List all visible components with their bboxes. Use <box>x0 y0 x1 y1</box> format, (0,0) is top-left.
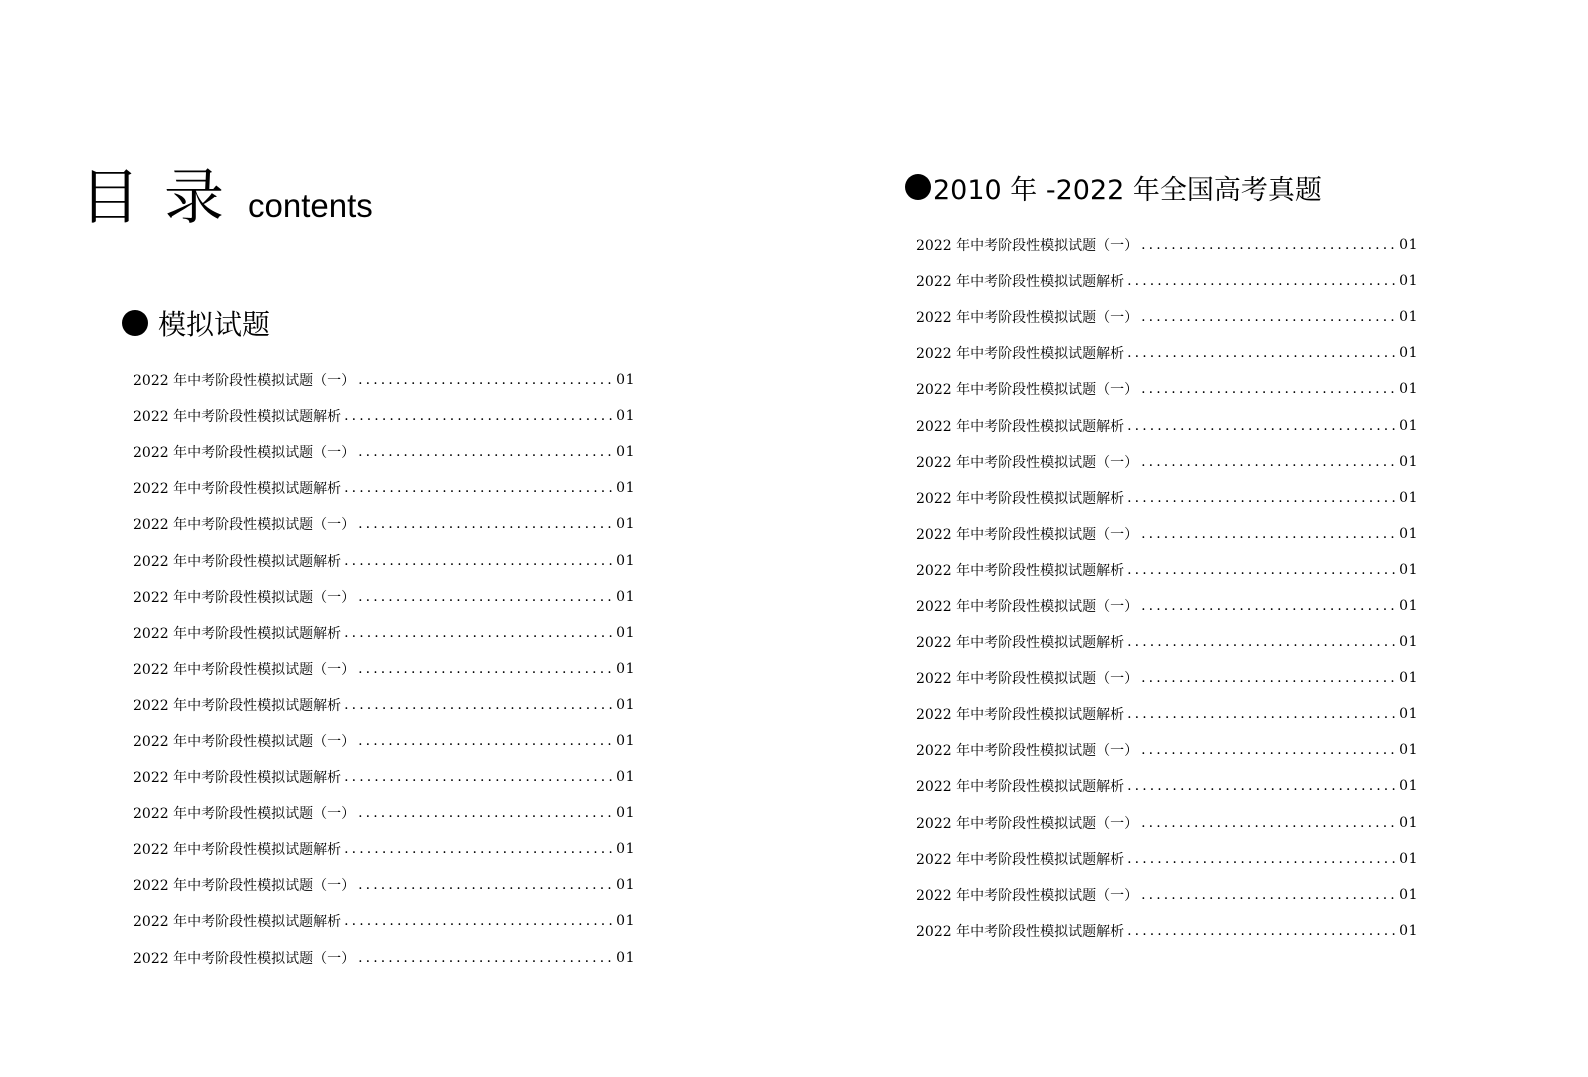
toc-entry-title: 2022 年中考阶段性模拟试题（一） <box>133 806 356 823</box>
toc-dot-leader <box>1141 887 1398 903</box>
toc-entry-page-number: 01 <box>616 552 635 569</box>
toc-dot-leader <box>1141 815 1398 831</box>
toc-entry[interactable] <box>133 795 635 831</box>
toc-entry[interactable] <box>916 263 1418 299</box>
toc-entry[interactable] <box>133 831 635 867</box>
toc-dot-leader <box>1127 634 1398 650</box>
toc-entry-title: 2022 年中考阶段性模拟试题（一） <box>133 878 356 895</box>
toc-entry-page-number: 01 <box>1399 850 1418 867</box>
toc-entry-title: 2022 年中考阶段性模拟试题（一） <box>133 589 356 606</box>
toc-entry-page-number: 01 <box>1399 453 1418 470</box>
toc-entry-page-number: 01 <box>616 877 635 894</box>
toc-entry-page-number: 01 <box>1399 597 1418 614</box>
toc-dot-leader <box>358 661 615 677</box>
toc-entry[interactable] <box>916 371 1418 407</box>
toc-dot-leader <box>358 733 615 749</box>
toc-entry[interactable] <box>133 579 635 615</box>
toc-entry[interactable] <box>133 723 635 759</box>
toc-entry-title: 2022 年中考阶段性模拟试题解析 <box>916 779 1125 796</box>
toc-entry[interactable] <box>916 841 1418 877</box>
section-heading-label: 2010 年 -2022 年全国高考真题 <box>933 174 1322 206</box>
toc-entry-title: 2022 年中考阶段性模拟试题解析 <box>916 923 1125 940</box>
toc-dot-leader <box>1127 490 1398 506</box>
toc-entry[interactable] <box>916 805 1418 841</box>
toc-dot-leader <box>344 913 615 929</box>
toc-dot-leader <box>1141 237 1398 253</box>
toc-entry-page-number: 01 <box>1399 237 1418 254</box>
toc-entry[interactable] <box>916 588 1418 624</box>
toc-entry-page-number: 01 <box>616 805 635 822</box>
toc-dot-leader <box>1127 706 1398 722</box>
toc-entry-page-number: 01 <box>1399 778 1418 795</box>
toc-entry[interactable] <box>133 615 635 651</box>
toc-entry-title: 2022 年中考阶段性模拟试题解析 <box>133 553 342 570</box>
toc-entry[interactable] <box>133 687 635 723</box>
toc-dot-leader <box>358 516 615 532</box>
toc-entry-page-number: 01 <box>616 408 635 425</box>
section-heading-gaokao-exams <box>905 170 1322 204</box>
toc-dot-leader <box>1127 273 1398 289</box>
bullet-dot-icon <box>122 310 148 336</box>
page-title <box>80 160 373 233</box>
toc-dot-leader <box>358 805 615 821</box>
toc-dot-leader <box>1141 526 1398 542</box>
toc-dot-leader <box>344 841 615 857</box>
toc-entry[interactable] <box>133 362 635 398</box>
toc-dot-leader <box>358 372 615 388</box>
toc-entry-title: 2022 年中考阶段性模拟试题（一） <box>916 815 1139 832</box>
toc-entry-page-number: 01 <box>616 444 635 461</box>
toc-entry[interactable] <box>916 913 1418 949</box>
toc-entry[interactable] <box>916 552 1418 588</box>
toc-dot-leader <box>1141 598 1398 614</box>
toc-entry[interactable] <box>916 516 1418 552</box>
toc-entry-page-number: 01 <box>1399 742 1418 759</box>
toc-entry-title: 2022 年中考阶段性模拟试题（一） <box>916 526 1139 543</box>
toc-entry-page-number: 01 <box>1399 345 1418 362</box>
toc-dot-leader <box>1127 923 1398 939</box>
section-heading-mock-exams <box>122 306 270 340</box>
toc-dot-leader <box>1141 670 1398 686</box>
toc-dot-leader <box>358 444 615 460</box>
toc-entry[interactable] <box>133 506 635 542</box>
toc-entry-title: 2022 年中考阶段性模拟试题（一） <box>916 310 1139 327</box>
toc-entry-page-number: 01 <box>1399 273 1418 290</box>
toc-entry-title: 2022 年中考阶段性模拟试题解析 <box>133 842 342 859</box>
toc-entry-page-number: 01 <box>616 480 635 497</box>
toc-entry[interactable] <box>916 444 1418 480</box>
toc-dot-leader <box>358 950 615 966</box>
toc-dot-leader <box>344 553 615 569</box>
toc-entry-title: 2022 年中考阶段性模拟试题解析 <box>133 914 342 931</box>
toc-entry-title: 2022 年中考阶段性模拟试题解析 <box>916 490 1125 507</box>
toc-entry-title: 2022 年中考阶段性模拟试题（一） <box>916 887 1139 904</box>
toc-dot-leader <box>344 697 615 713</box>
toc-dot-leader <box>1127 345 1398 361</box>
toc-entry-page-number: 01 <box>1399 309 1418 326</box>
page-title-english: contents <box>248 187 373 224</box>
toc-entry-title: 2022 年中考阶段性模拟试题解析 <box>133 697 342 714</box>
toc-entry-title: 2022 年中考阶段性模拟试题解析 <box>916 635 1125 652</box>
toc-entry-page-number: 01 <box>616 516 635 533</box>
toc-dot-leader <box>1127 851 1398 867</box>
toc-entry-page-number: 01 <box>616 696 635 713</box>
toc-entry-page-number: 01 <box>616 660 635 677</box>
toc-entry[interactable] <box>916 624 1418 660</box>
toc-entry-title: 2022 年中考阶段性模拟试题解析 <box>916 346 1125 363</box>
toc-entry-title: 2022 年中考阶段性模拟试题解析 <box>916 562 1125 579</box>
toc-dot-leader <box>1127 778 1398 794</box>
toc-entry-page-number: 01 <box>1399 634 1418 651</box>
toc-entry[interactable] <box>133 398 635 434</box>
toc-list-gaokao-exams <box>916 227 1418 949</box>
toc-entry-title: 2022 年中考阶段性模拟试题（一） <box>133 950 356 967</box>
toc-entry-page-number: 01 <box>1399 489 1418 506</box>
toc-entry[interactable] <box>916 407 1418 443</box>
toc-dot-leader <box>344 625 615 641</box>
toc-entry[interactable] <box>133 651 635 687</box>
toc-dot-leader <box>1141 309 1398 325</box>
toc-entry[interactable] <box>133 759 635 795</box>
toc-list-mock-exams <box>133 362 635 976</box>
toc-entry[interactable] <box>133 940 635 976</box>
toc-entry-title: 2022 年中考阶段性模拟试题（一） <box>133 517 356 534</box>
toc-entry[interactable] <box>916 335 1418 371</box>
toc-entry[interactable] <box>916 299 1418 335</box>
toc-entry-page-number: 01 <box>1399 706 1418 723</box>
toc-entry-title: 2022 年中考阶段性模拟试题（一） <box>916 238 1139 255</box>
toc-entry-title: 2022 年中考阶段性模拟试题解析 <box>133 770 342 787</box>
toc-entry[interactable] <box>133 903 635 939</box>
toc-entry[interactable] <box>133 470 635 506</box>
toc-dot-leader <box>344 408 615 424</box>
toc-entry[interactable] <box>133 434 635 470</box>
page-title-chinese: 目录 <box>80 163 248 233</box>
toc-entry-title: 2022 年中考阶段性模拟试题解析 <box>133 625 342 642</box>
toc-entry-page-number: 01 <box>1399 417 1418 434</box>
toc-dot-leader <box>1141 454 1398 470</box>
toc-entry[interactable] <box>916 227 1418 263</box>
toc-entry-title: 2022 年中考阶段性模拟试题解析 <box>133 409 342 426</box>
toc-entry-page-number: 01 <box>616 624 635 641</box>
toc-entry[interactable] <box>916 732 1418 768</box>
toc-dot-leader <box>358 589 615 605</box>
toc-entry-page-number: 01 <box>1399 525 1418 542</box>
toc-entry-title: 2022 年中考阶段性模拟试题解析 <box>916 418 1125 435</box>
toc-entry-page-number: 01 <box>616 841 635 858</box>
toc-entry[interactable] <box>916 660 1418 696</box>
toc-dot-leader <box>1127 418 1398 434</box>
toc-entry-title: 2022 年中考阶段性模拟试题解析 <box>916 707 1125 724</box>
toc-dot-leader <box>1141 742 1398 758</box>
toc-entry-page-number: 01 <box>1399 381 1418 398</box>
toc-entry-title: 2022 年中考阶段性模拟试题（一） <box>916 454 1139 471</box>
toc-entry-title: 2022 年中考阶段性模拟试题（一） <box>133 733 356 750</box>
toc-entry[interactable] <box>916 877 1418 913</box>
toc-entry-title: 2022 年中考阶段性模拟试题（一） <box>916 743 1139 760</box>
toc-entry[interactable] <box>916 768 1418 804</box>
toc-entry-title: 2022 年中考阶段性模拟试题解析 <box>916 851 1125 868</box>
toc-entry-title: 2022 年中考阶段性模拟试题（一） <box>133 661 356 678</box>
toc-entry[interactable] <box>133 867 635 903</box>
toc-entry-page-number: 01 <box>616 949 635 966</box>
toc-entry-title: 2022 年中考阶段性模拟试题解析 <box>133 481 342 498</box>
toc-entry-title: 2022 年中考阶段性模拟试题（一） <box>916 671 1139 688</box>
toc-dot-leader <box>344 769 615 785</box>
toc-entry-page-number: 01 <box>1399 922 1418 939</box>
toc-dot-leader <box>358 877 615 893</box>
toc-entry-title: 2022 年中考阶段性模拟试题解析 <box>916 274 1125 291</box>
toc-entry-page-number: 01 <box>616 769 635 786</box>
toc-entry-page-number: 01 <box>616 913 635 930</box>
toc-dot-leader <box>344 480 615 496</box>
toc-entry-page-number: 01 <box>1399 670 1418 687</box>
toc-entry-title: 2022 年中考阶段性模拟试题（一） <box>133 445 356 462</box>
toc-dot-leader <box>1127 562 1398 578</box>
toc-entry-page-number: 01 <box>1399 814 1418 831</box>
toc-entry-title: 2022 年中考阶段性模拟试题（一） <box>916 382 1139 399</box>
toc-dot-leader <box>1141 381 1398 397</box>
toc-entry[interactable] <box>916 696 1418 732</box>
toc-entry[interactable] <box>916 480 1418 516</box>
toc-entry-title: 2022 年中考阶段性模拟试题（一） <box>916 598 1139 615</box>
toc-entry-page-number: 01 <box>616 372 635 389</box>
toc-entry-title: 2022 年中考阶段性模拟试题（一） <box>133 373 356 390</box>
toc-entry-page-number: 01 <box>1399 561 1418 578</box>
toc-entry-page-number: 01 <box>616 588 635 605</box>
toc-entry-page-number: 01 <box>616 732 635 749</box>
bullet-dot-icon <box>905 174 931 200</box>
toc-entry-page-number: 01 <box>1399 886 1418 903</box>
toc-entry[interactable] <box>133 542 635 578</box>
section-heading-label: 模拟试题 <box>158 308 271 341</box>
